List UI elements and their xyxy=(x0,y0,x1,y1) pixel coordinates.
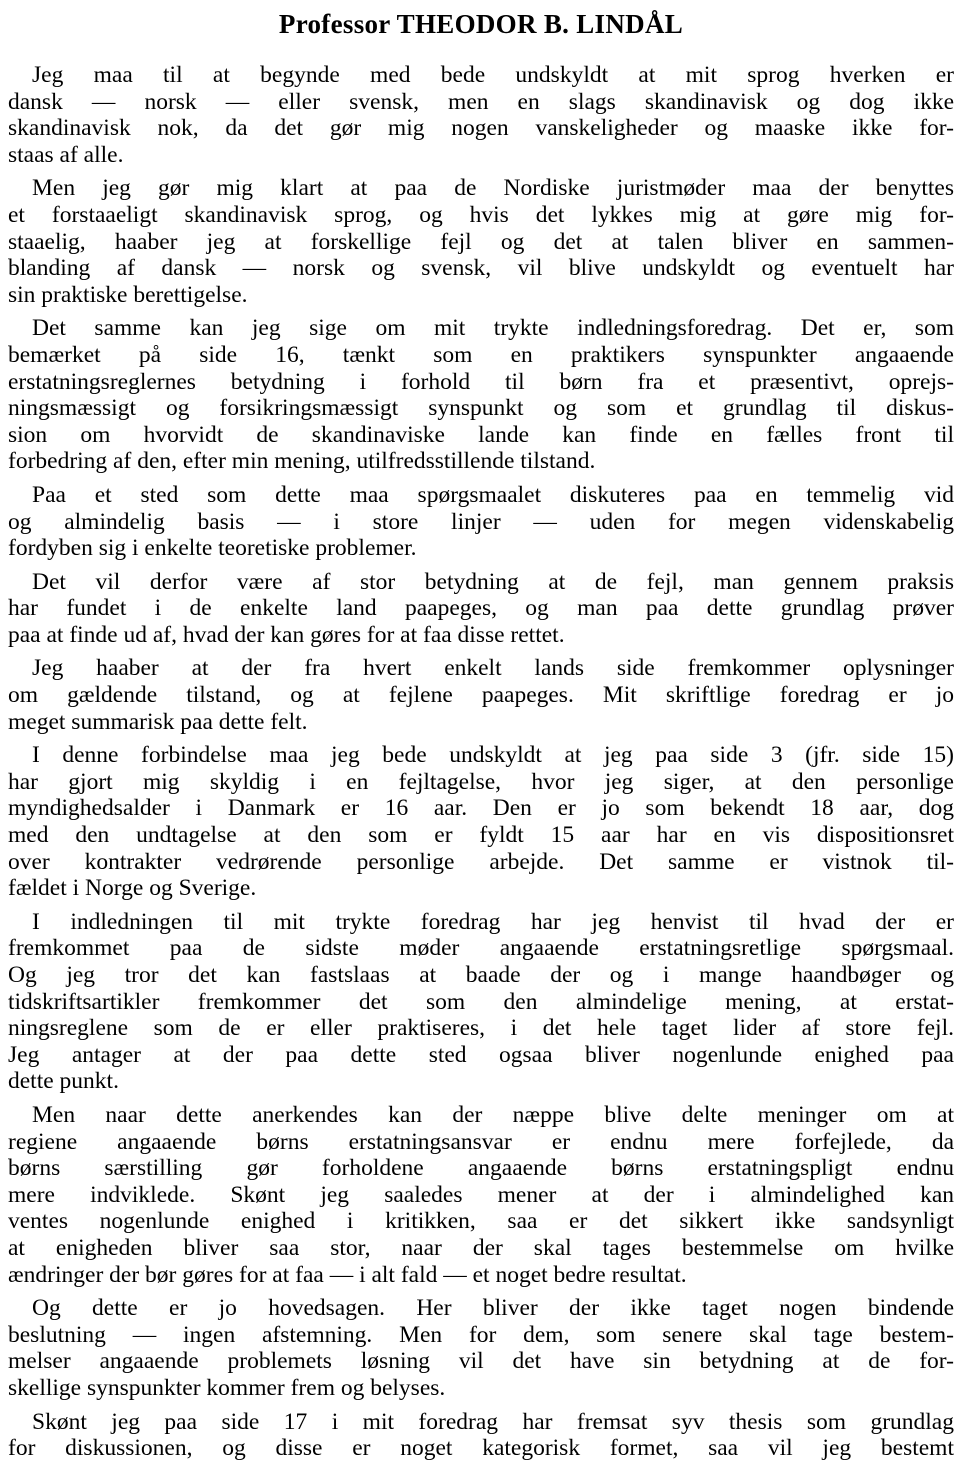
text-line: med den undtagelse at den som er fyldt 15 aar har en vis dispositionsret xyxy=(8,822,954,849)
text-line: I denne forbindelse maa jeg bede undskyldt at jeg paa side 3 (jfr. side 15) xyxy=(32,742,954,769)
text-line: dette punkt. xyxy=(8,1068,119,1095)
text-line: Og jeg tror det kan fastslaas at baade der og i mange haandbøger og xyxy=(8,962,954,988)
text-line: fordyben sig i enkelte teoretiske problemer. xyxy=(8,535,417,562)
text-line: Jeg haaber at der fra hvert enkelt lands side fremkommer oplysninger xyxy=(32,655,954,682)
text-line: Og dette er jo hovedsagen. Her bliver der ikke taget nogen bindende xyxy=(32,1295,954,1322)
text-line: Men jeg gør mig klart at paa de Nordiske juristmøder maa der benyttes xyxy=(32,175,954,202)
text-line: sin praktiske berettigelse. xyxy=(8,281,248,308)
paragraph xyxy=(8,569,954,649)
page-title: Professor THEODOR B. LINDÅL xyxy=(278,9,684,39)
text-line: tidskriftsartikler fremkommer det som den almindelige mening, at erstat- xyxy=(8,988,954,1015)
text-line: myndighedsalder i Danmark er 16 aar. Den er jo som bekendt 18 aar, dog xyxy=(8,795,954,822)
text-line: har gjort mig skyldig i en fejltagelse, hvor jeg siger, at den personlige xyxy=(8,768,954,795)
text-line: regiene angaaende børns erstatningsansvar er endnu mere forfejlede, da xyxy=(8,1128,954,1155)
text-line: staas af alle. xyxy=(8,141,124,168)
text-line: forbedring af den, efter min mening, utilfredsstillende tilstand. xyxy=(8,448,596,475)
text-line: erstatningsreglernes betydning i forhold til børn fra et præsentivt, oprejs- xyxy=(8,368,954,395)
paragraph xyxy=(8,655,954,735)
body-text xyxy=(8,62,954,1462)
text-line: Men naar dette anerkendes kan der næppe blive delte meninger om at xyxy=(32,1101,954,1128)
text-line: Det samme kan jeg sige om mit trykte indledningsforedrag. Det er, som xyxy=(32,315,954,342)
text-line: Paa et sted som dette maa spørgsmaalet diskuteres paa en temmelig vid xyxy=(32,481,954,508)
text-line: I indledningen til mit trykte foredrag har jeg henvist til hvad der er xyxy=(32,908,954,935)
text-line: mere indviklede. Skønt jeg saaledes mener at der i almindelighed kan xyxy=(8,1181,954,1208)
paragraph xyxy=(8,742,954,902)
text-line: ningsmæssigt og forsikringsmæssigt synspunkt og som et grundlag til diskus- xyxy=(8,395,954,422)
text-line: Skønt jeg paa side 17 i mit foredrag har fremsat syv thesis som grundlag xyxy=(32,1408,954,1435)
text-line: et forstaaeligt skandinavisk sprog, og hvis det lykkes mig at gøre mig for- xyxy=(8,201,954,228)
text-line: dansk — norsk — eller svensk, men en slags skandinavisk og dog ikke xyxy=(8,88,954,115)
paragraph xyxy=(8,175,954,308)
text-line: om gældende tilstand, og at fejlene paapeges. Mit skriftlige foredrag er jo xyxy=(8,682,954,709)
text-line: fremkommet paa de sidste møder angaaende erstatningsretlige spørgsmaal. xyxy=(8,935,954,962)
text-line: over kontrakter vedrørende personlige arbejde. Det samme er vistnok til- xyxy=(8,848,954,875)
text-line: børns særstilling gør forholdene angaaende børns erstatningspligt endnu xyxy=(8,1155,954,1182)
text-line: beslutning — ingen afstemning. Men for dem, som senere skal tage bestem- xyxy=(8,1321,954,1348)
paragraph xyxy=(8,315,954,475)
paragraph xyxy=(8,1295,954,1401)
paragraph xyxy=(8,1409,954,1462)
text-line: har fundet i de enkelte land paapeges, og man paa dette grundlag prøver xyxy=(8,595,954,622)
text-line: skandinavisk nok, da det gør mig nogen vanskeligheder og maaske ikke for- xyxy=(8,115,954,142)
text-line: sion om hvorvidt de skandinaviske lande kan finde en fælles front til xyxy=(8,421,954,448)
paragraph xyxy=(8,482,954,562)
text-line: Jeg antager at der paa dette sted ogsaa bliver nogenlunde enighed paa xyxy=(8,1041,954,1068)
text-line: Det vil derfor være af stor betydning at de fejl, man gennem praksis xyxy=(32,568,954,595)
text-line: bemærket på side 16, tænkt som en praktikers synspunkter angaaende xyxy=(8,341,954,368)
paragraph xyxy=(8,62,954,168)
text-line: ningsreglene som de er eller praktiseres, i det hele taget lider af store fejl. xyxy=(8,1015,954,1042)
text-line: at enigheden bliver saa stor, naar der skal tages bestemmelse om hvilke xyxy=(8,1234,954,1261)
text-line: og almindelig basis — i store linjer — uden for megen videnskabelig xyxy=(8,508,954,535)
text-line: paa at finde ud af, hvad der kan gøres for at faa disse rettet. xyxy=(8,621,565,648)
text-line: meget summarisk paa dette felt. xyxy=(8,708,308,735)
text-line: Jeg maa til at begynde med bede undskyldt at mit sprog hverken er xyxy=(32,62,954,88)
document-page xyxy=(8,4,954,1469)
text-line: fældet i Norge og Sverige. xyxy=(8,875,257,902)
text-line: ventes nogenlunde enighed i kritikken, saa er det sikkert ikke sandsynligt xyxy=(8,1208,954,1235)
paragraph xyxy=(8,1102,954,1288)
text-line: ændringer der bør gøres for at faa — i alt fald — et noget bedre resultat. xyxy=(8,1261,687,1288)
paragraph xyxy=(8,909,954,1095)
text-line: blanding af dansk — norsk og svensk, vil blive undskyldt og eventuelt har xyxy=(8,255,954,282)
text-line: for diskussionen, og disse er noget kategorisk formet, saa vil jeg bestemt xyxy=(8,1435,954,1462)
text-line: skellige synspunkter kommer frem og belyses. xyxy=(8,1374,446,1401)
text-line: melser angaaende problemets løsning vil det have sin betydning at de for- xyxy=(8,1348,954,1375)
text-line: staaelig, haaber jeg at forskellige fejl og det at talen bliver en sammen- xyxy=(8,228,954,255)
